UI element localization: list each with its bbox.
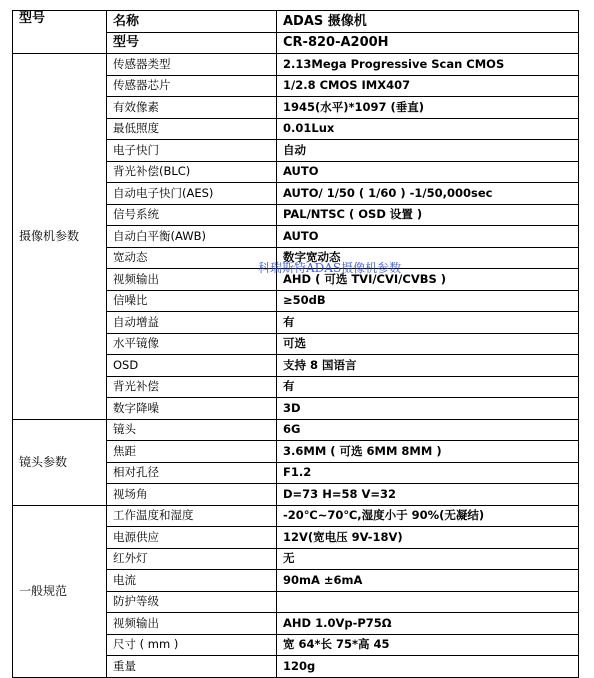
param-label: 电流 [107,570,277,592]
param-label: OSD [107,355,277,377]
param-value: 1/2.8 CMOS IMX407 [277,75,579,97]
param-label: 自动白平衡(AWB) [107,226,277,248]
param-label: 信噪比 [107,290,277,312]
param-label: 防护等级 [107,591,277,613]
param-label: 背光补偿 [107,376,277,398]
param-label: 传感器芯片 [107,75,277,97]
param-value: AHD 1.0Vp-P75Ω [277,613,579,635]
header-row-name [13,11,579,33]
param-value: -20℃~70℃,湿度小于 90%(无凝结) [277,505,579,527]
name-label-cell: 名称 [107,11,277,33]
spec-table-body [13,11,579,678]
camera-group-cell: 摄像机参数 [13,54,107,420]
param-value: 无 [277,548,579,570]
spec-table [12,10,579,678]
param-label: 信号系统 [107,204,277,226]
param-value: 自动 [277,140,579,162]
name-value-cell: ADAS 摄像机 [277,11,579,33]
param-value: AUTO/ 1/50 ( 1/60 ) -1/50,000sec [277,183,579,205]
param-label: 最低照度 [107,118,277,140]
param-value: 可选 [277,333,579,355]
param-value: D=73 H=58 V=32 [277,484,579,506]
param-label: 视频输出 [107,269,277,291]
watermark: 科瑞斯特ADAS摄像机参数 [258,261,402,275]
lens-group-cell: 镜头参数 [13,419,107,505]
param-label: 视场角 [107,484,277,506]
param-value: F1.2 [277,462,579,484]
param-value: 3.6MM ( 可选 6MM 8MM ) [277,441,579,463]
general-group-cell: 一般规范 [13,505,107,677]
param-value: PAL/NTSC ( OSD 设置 ) [277,204,579,226]
param-label: 自动电子快门(AES) [107,183,277,205]
param-value: 支持 8 国语言 [277,355,579,377]
param-value: 0.01Lux [277,118,579,140]
param-value: 有 [277,312,579,334]
model-label-cell: 型号 [107,32,277,54]
param-value: 120g [277,656,579,678]
general-param-row [13,505,579,527]
param-label: 传感器类型 [107,54,277,76]
param-label: 视频输出 [107,613,277,635]
param-label: 尺寸 ( mm ) [107,634,277,656]
param-label: 背光补偿(BLC) [107,161,277,183]
param-value: AUTO [277,161,579,183]
param-value: 3D [277,398,579,420]
param-value: 数字宽动态 [277,247,579,269]
param-label: 红外灯 [107,548,277,570]
param-value [277,591,579,613]
lens-param-row [13,419,579,441]
param-label: 相对孔径 [107,462,277,484]
param-label: 自动增益 [107,312,277,334]
param-value: ≥50dB [277,290,579,312]
param-value: 12V(宽电压 9V-18V) [277,527,579,549]
param-label: 水平镜像 [107,333,277,355]
param-label: 重量 [107,656,277,678]
param-label: 焦距 [107,441,277,463]
param-value: 2.13Mega Progressive Scan CMOS [277,54,579,76]
param-value: 有 [277,376,579,398]
param-value: 90mA ±6mA [277,570,579,592]
param-value: 6G [277,419,579,441]
model-value-cell: CR-820-A200H [277,32,579,54]
param-label: 镜头 [107,419,277,441]
camera-param-row [13,54,579,76]
param-label: 数字降噪 [107,398,277,420]
param-value: 1945(水平)*1097 (垂直) [277,97,579,119]
model-header-cell: 型号 [13,11,107,54]
param-label: 电源供应 [107,527,277,549]
param-label: 宽动态 [107,247,277,269]
param-value: AHD ( 可选 TVI/CVI/CVBS ) [277,269,579,291]
param-label: 有效像素 [107,97,277,119]
param-value: 宽 64*长 75*高 45 [277,634,579,656]
param-label: 电子快门 [107,140,277,162]
param-label: 工作温度和湿度 [107,505,277,527]
param-value: AUTO [277,226,579,248]
